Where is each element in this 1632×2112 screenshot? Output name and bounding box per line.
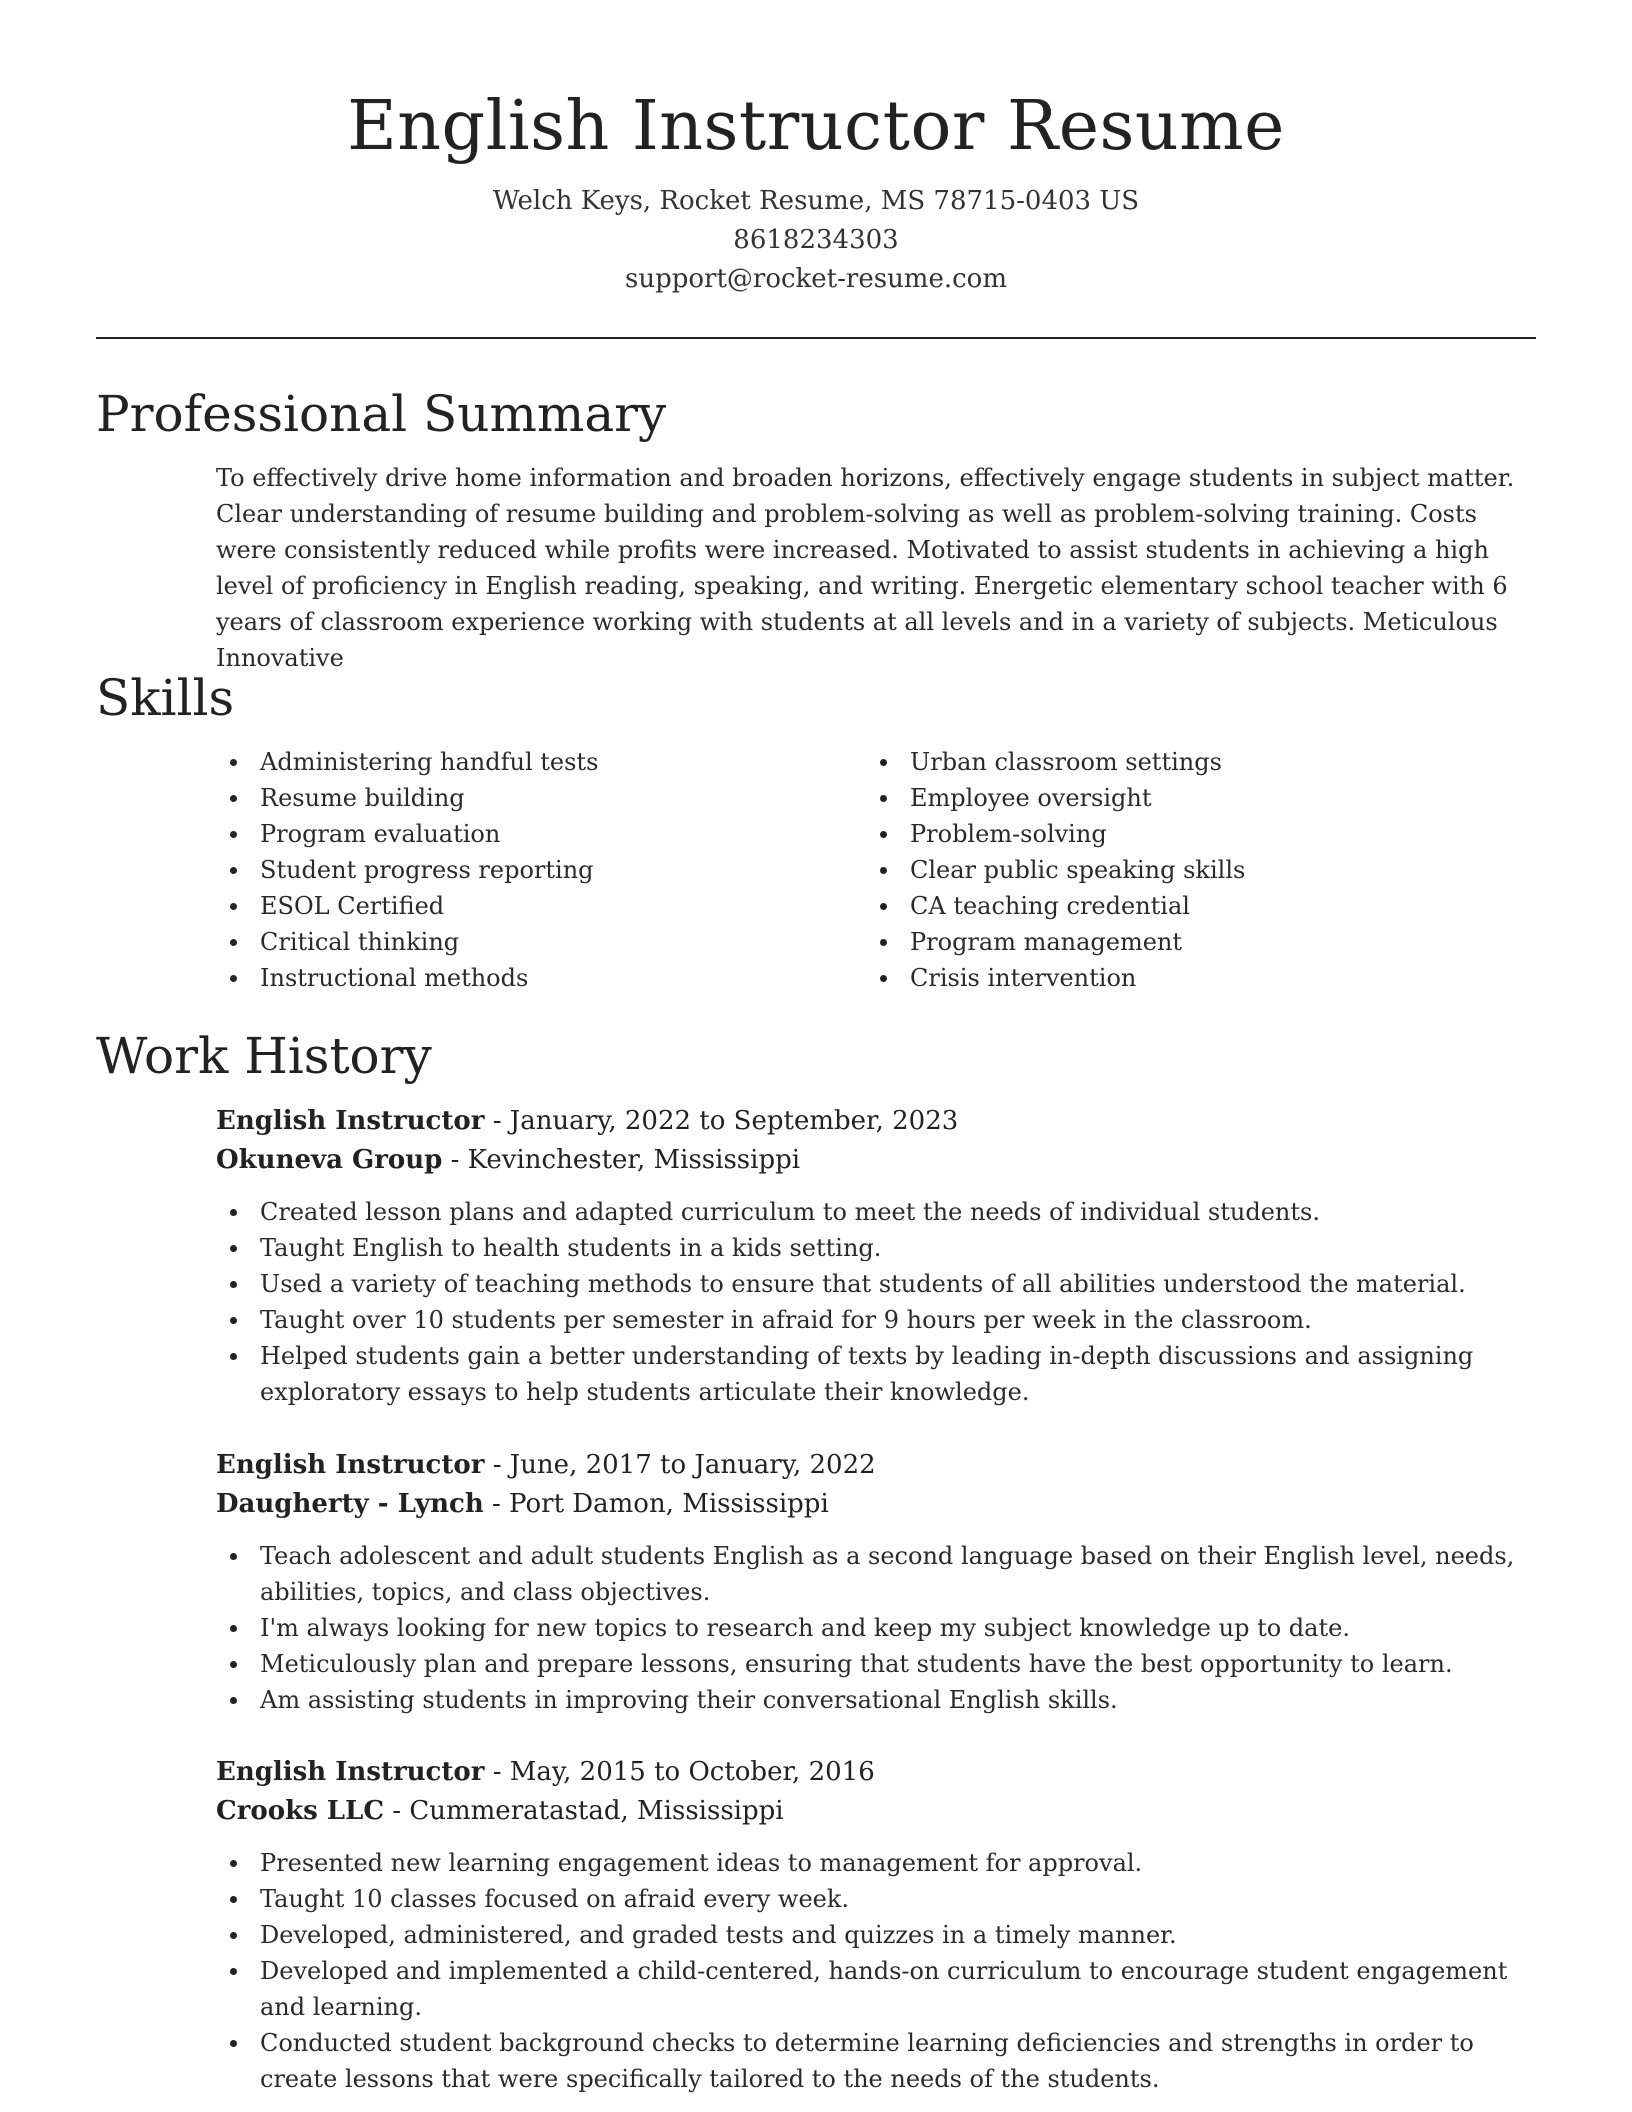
contact-address: Welch Keys, Rocket Resume, MS 78715-0403 US (492, 186, 1140, 216)
job-company-line (216, 1485, 1536, 1524)
job-company-line (216, 1141, 1536, 1180)
job-bullet: Conducted student background checks to determine learning deficiencies and strengths in order to create lessons that were specifically tailored to the needs of the students. (216, 2025, 1536, 2097)
job-title: English Instructor (216, 1106, 485, 1136)
skills-section (96, 666, 1536, 996)
job-bullet: Developed, administered, and graded tests and quizzes in a timely manner. (216, 1917, 1536, 1953)
contact-phone: 8618234303 (733, 225, 899, 255)
job-title-line (216, 1753, 1536, 1792)
job-dates: - June, 2017 to January, 2022 (484, 1450, 876, 1480)
job-entry (96, 1753, 1536, 2097)
summary-section (96, 382, 1536, 676)
job-bullet: Taught over 10 students per semester in afraid for 9 hours per week in the classroom. (216, 1302, 1536, 1338)
skill-item: Administering handful tests (216, 744, 866, 780)
job-bullet: Presented new learning engagement ideas to management for approval. (216, 1845, 1536, 1881)
skill-item: Instructional methods (216, 960, 866, 996)
job-title: English Instructor (216, 1757, 485, 1787)
job-bullet: Meticulously plan and prepare lessons, ensuring that students have the best opportunity to learn. (216, 1646, 1536, 1682)
contact-info (96, 182, 1536, 299)
skills-heading: Skills (96, 669, 235, 727)
skill-item: Program evaluation (216, 816, 866, 852)
job-entry (96, 1446, 1536, 1718)
job-title-line (216, 1446, 1536, 1485)
job-company-line (216, 1792, 1536, 1831)
job-location: - Cummeratastad, Mississippi (384, 1796, 784, 1826)
job-company: Okuneva Group (216, 1145, 443, 1175)
skill-item: Student progress reporting (216, 852, 866, 888)
summary-text: To effectively drive home information and broaden horizons, effectively engage students in subject matter. Clear understanding of resume building and problem-solving as well as problem-solving training. Costs were consistently reduced while profits were increased. Motivated to assist students in achieving a high level of proficiency in English reading, speaking, and writing. Energetic elementary school teacher with 6 years of classroom experience working with students at all levels and in a variety of subjects. Meticulous Innovative (216, 464, 1515, 672)
page-title: English Instructor Resume (347, 87, 1285, 166)
skills-list-right (866, 744, 1516, 996)
job-entry (96, 1102, 1536, 1410)
job-company: Crooks LLC (216, 1796, 385, 1826)
job-bullet: Am assisting students in improving their conversational English skills. (216, 1682, 1536, 1718)
job-company: Daugherty - Lynch (216, 1489, 484, 1519)
job-dates: - January, 2022 to September, 2023 (484, 1106, 959, 1136)
skill-item: Employee oversight (866, 780, 1516, 816)
skill-item: Problem-solving (866, 816, 1516, 852)
work-history-section (96, 1024, 1536, 1088)
job-bullet: Developed and implemented a child-centered, hands-on curriculum to encourage student engagement and learning. (216, 1953, 1536, 2025)
job-bullet: Taught English to health students in a kids setting. (216, 1230, 1536, 1266)
job-bullets (216, 1538, 1536, 1718)
job-title-line (216, 1102, 1536, 1141)
skills-list-left (216, 744, 866, 996)
skill-item: Urban classroom settings (866, 744, 1516, 780)
skill-item: ESOL Certified (216, 888, 866, 924)
job-bullet: Created lesson plans and adapted curriculum to meet the needs of individual students. (216, 1194, 1536, 1230)
skill-item: Clear public speaking skills (866, 852, 1516, 888)
job-bullet: I'm always looking for new topics to research and keep my subject knowledge up to date. (216, 1610, 1536, 1646)
summary-heading: Professional Summary (96, 385, 667, 443)
resume-page (96, 0, 1536, 2093)
skill-item: Program management (866, 924, 1516, 960)
skill-item: Critical thinking (216, 924, 866, 960)
skill-item: Crisis intervention (866, 960, 1516, 996)
skills-columns (216, 744, 1536, 996)
job-dates: - May, 2015 to October, 2016 (484, 1757, 875, 1787)
job-title: English Instructor (216, 1450, 485, 1480)
header-divider (96, 337, 1536, 339)
skill-item: CA teaching credential (866, 888, 1516, 924)
job-bullet: Teach adolescent and adult students English as a second language based on their English level, needs, abilities, topics, and class objectives. (216, 1538, 1536, 1610)
contact-email: support@rocket-resume.com (624, 264, 1007, 294)
work-history-heading: Work History (96, 1027, 432, 1085)
job-bullet: Taught 10 classes focused on afraid every week. (216, 1881, 1536, 1917)
job-bullet: Used a variety of teaching methods to ensure that students of all abilities understood the material. (216, 1266, 1536, 1302)
job-location: - Port Damon, Mississippi (483, 1489, 829, 1519)
job-bullets (216, 1845, 1536, 2097)
job-bullet: Helped students gain a better understanding of texts by leading in-depth discussions and assigning exploratory essays to help students articulate their knowledge. (216, 1338, 1536, 1410)
resume-header (96, 0, 1536, 339)
job-bullets (216, 1194, 1536, 1410)
skill-item: Resume building (216, 780, 866, 816)
job-location: - Kevinchester, Mississippi (442, 1145, 801, 1175)
